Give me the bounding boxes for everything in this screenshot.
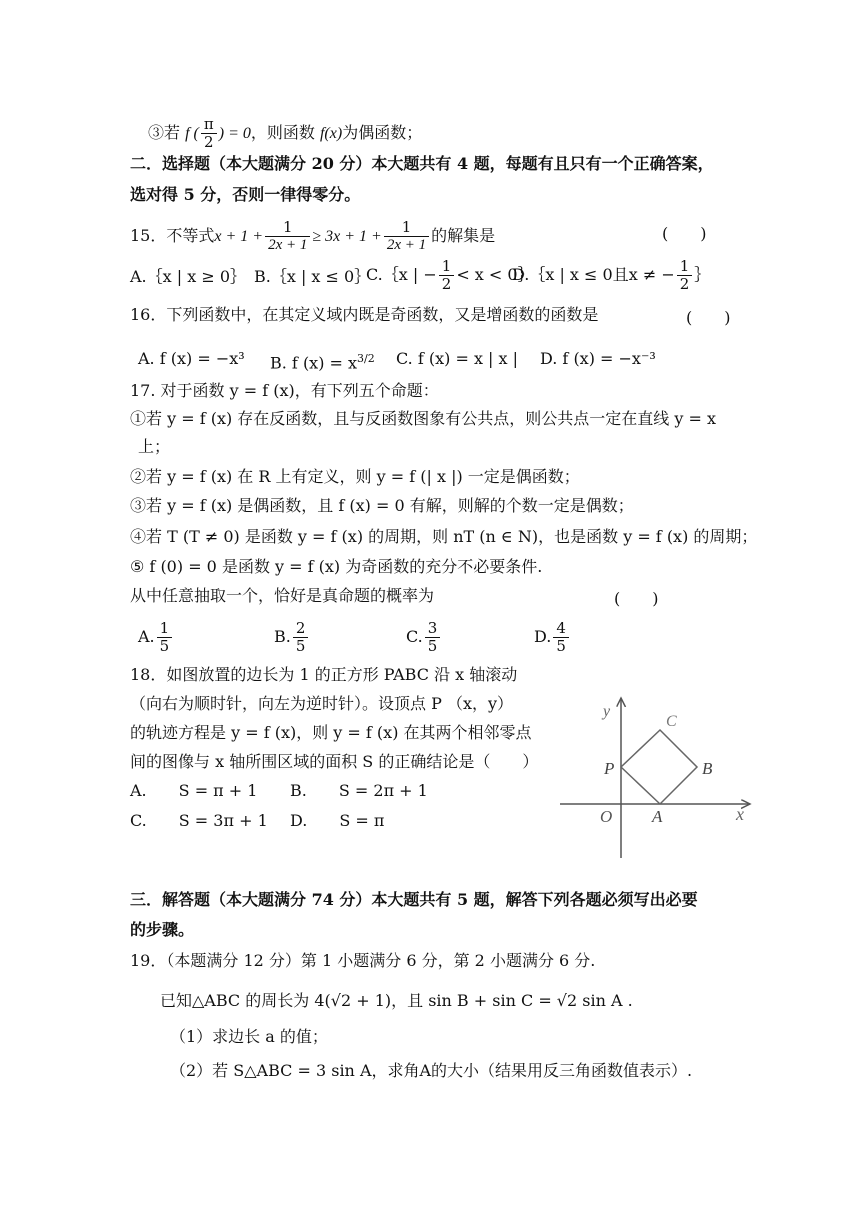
q14-f-open: f (: [185, 125, 199, 142]
q16-option-b[interactable]: [270, 348, 375, 374]
q17-item5: ⑤ f (0) = 0 是函数 y = f (x) 为奇函数的充分不必要条件.: [130, 557, 543, 576]
fig-label-b: B: [702, 759, 713, 778]
q15-stem: [130, 219, 495, 254]
q15-frac2-den: 2x + 1: [386, 237, 427, 253]
square-pabc: [621, 730, 697, 804]
q15-expr-mid: ≥ 3x + 1 +: [312, 228, 382, 245]
q17-d-num: 4: [553, 620, 569, 638]
q14-item3: [148, 116, 422, 151]
pi-num: π: [201, 116, 217, 134]
q15-d-half-den: 2: [679, 275, 690, 293]
q17-c-frac: [425, 620, 441, 655]
q15-suffix: 的解集是: [431, 226, 496, 245]
q17-option-d[interactable]: [534, 620, 571, 655]
q17-b-den: 5: [295, 637, 306, 655]
fig-label-y: y: [603, 703, 611, 720]
q16-option-c[interactable]: C. f (x) = x | x |: [396, 349, 519, 368]
q14-eq: ) = 0: [218, 125, 251, 142]
q14-suffix: ，则函数: [250, 123, 315, 142]
section3-line1: 三．解答题（本大题满分 74 分）本大题共有 5 题，解答下列各题必须写出必要: [130, 890, 698, 909]
q15-frac2-num: 1: [384, 219, 429, 237]
q14-fx: f(x): [319, 125, 343, 142]
q18-option-a[interactable]: A. S = π + 1: [130, 781, 258, 800]
q15-d-half-num: 1: [677, 258, 693, 276]
q14-item3-prefix: ③若: [148, 123, 181, 142]
q16-stem: 16．下列函数中，在其定义域内既是奇函数，又是增函数的函数是: [130, 305, 599, 324]
q17-item2: ②若 y = f (x) 在 R 上有定义，则 y = f (| x |) 一定是偶函数；: [130, 467, 580, 486]
section2-line2: 选对得 5 分，否则一律得零分。: [130, 185, 361, 204]
q17-b-num: 2: [293, 620, 309, 638]
q17-a-num: 1: [157, 620, 173, 638]
q17-ask: 从中任意抽取一个，恰好是真命题的概率为: [130, 586, 435, 605]
q15-frac1-num: 1: [265, 219, 310, 237]
q19-part2: （2）若 S△ABC = 3 sin A，求角A的大小（结果用反三角函数值表示）.: [170, 1061, 693, 1080]
q15-frac1-den: 2x + 1: [268, 237, 308, 253]
pi-den: 2: [204, 133, 214, 151]
q15-c-half: [439, 258, 455, 293]
q15-c-half-den: 2: [441, 275, 452, 293]
fig-label-o: O: [600, 807, 613, 826]
q17-c-num: 3: [425, 620, 441, 638]
q17-c-den: 5: [427, 637, 438, 655]
q15-c-pre: C.｛x | −: [366, 265, 437, 284]
section3-line2: 的步骤。: [130, 920, 195, 939]
q14-tail: 为偶函数；: [342, 123, 423, 142]
q17-item4: ④若 T (T ≠ 0) 是函数 y = f (x) 的周期，则 nT (n ∈ N)，也是函数 y = f (x) 的周期；: [130, 527, 758, 546]
q15-option-b[interactable]: B.｛x | x ≤ 0｝: [254, 267, 371, 286]
q18-option-b[interactable]: B. S = 2π + 1: [290, 781, 428, 800]
fig-label-x: x: [736, 804, 744, 824]
q17-d-den: 5: [556, 637, 566, 655]
q15-expr-a: x + 1 +: [214, 228, 264, 245]
q17-d-frac: [553, 620, 569, 655]
q18-option-d[interactable]: D. S = π: [290, 811, 385, 830]
q15-d-pre: D.｛x | x ≤ 0且x ≠ −: [512, 265, 675, 284]
q15-frac1: [265, 219, 310, 254]
section2-line1: 二．选择题（本大题满分 20 分）本大题共有 4 题，每题有且只有一个正确答案，: [130, 154, 714, 173]
q16-b-pre: B. f (x) = x: [270, 353, 358, 373]
q17-answer-paren[interactable]: ( ): [614, 589, 659, 608]
fig-label-p: P: [604, 759, 615, 778]
q15-option-c[interactable]: [366, 258, 534, 293]
q15-answer-paren[interactable]: ( ): [662, 224, 707, 243]
q15-prefix: 15．不等式: [130, 226, 215, 245]
q15-option-a[interactable]: A.｛x | x ≥ 0｝: [130, 267, 247, 286]
q16-b-exp: 3/2: [357, 352, 375, 365]
fig-label-c: C: [666, 713, 677, 730]
q17-option-b[interactable]: [274, 620, 310, 655]
q17-c-label: C.: [406, 627, 423, 646]
q15-frac2: [384, 219, 429, 254]
q15-option-d[interactable]: [512, 258, 710, 293]
pi-over-2: [201, 116, 217, 151]
q17-stem: 17. 对于函数 y = f (x)，有下列五个命题：: [130, 381, 439, 400]
q18-line1: 18．如图放置的边长为 1 的正方形 PABC 沿 x 轴滚动: [130, 665, 518, 684]
q15-d-half: [677, 258, 693, 293]
q15-c-post: < x < 0｝: [456, 265, 534, 284]
q17-item1: ①若 y = f (x) 存在反函数，且与反函数图象有公共点，则公共点一定在直线 y = x: [130, 409, 717, 428]
q17-b-label: B.: [274, 627, 291, 646]
q17-a-frac: [157, 620, 173, 655]
q18-line4: 间的图像与 x 轴所围区域的面积 S 的正确结论是（ ）: [130, 752, 539, 771]
q17-item3: ③若 y = f (x) 是偶函数，且 f (x) = 0 有解，则解的个数一定是偶数；: [130, 496, 634, 515]
q18-line3: 的轨迹方程是 y = f (x)，则 y = f (x) 在其两个相邻零点: [130, 723, 532, 742]
q17-a-label: A.: [138, 627, 155, 646]
q17-option-a[interactable]: [138, 620, 174, 655]
q16-option-a[interactable]: A. f (x) = −x³: [138, 349, 245, 368]
q18-line2: （向右为顺时针，向左为逆时针）。设顶点 P （x，y）: [130, 694, 514, 713]
q17-option-c[interactable]: [406, 620, 442, 655]
q17-item1-cont: 上；: [138, 437, 171, 456]
q16-answer-paren[interactable]: ( ): [686, 308, 731, 327]
q17-b-frac: [293, 620, 309, 655]
q17-a-den: 5: [159, 637, 170, 655]
q15-d-post: ｝: [694, 265, 711, 284]
q16-option-d[interactable]: D. f (x) = −x⁻³: [540, 349, 656, 368]
q18-square-figure: [556, 692, 756, 862]
q19-header: 19．（本题满分 12 分）第 1 小题满分 6 分，第 2 小题满分 6 分.: [130, 951, 596, 970]
q17-d-label: D.: [534, 627, 552, 646]
q19-part1: （1）求边长 a 的值；: [170, 1027, 328, 1046]
fig-label-a: A: [652, 807, 663, 826]
q18-option-c[interactable]: C. S = 3π + 1: [130, 811, 268, 830]
q15-c-half-num: 1: [439, 258, 455, 276]
q19-given: 已知△ABC 的周长为 4(√2 + 1)，且 sin B + sin C = √2 sin A .: [160, 991, 633, 1010]
